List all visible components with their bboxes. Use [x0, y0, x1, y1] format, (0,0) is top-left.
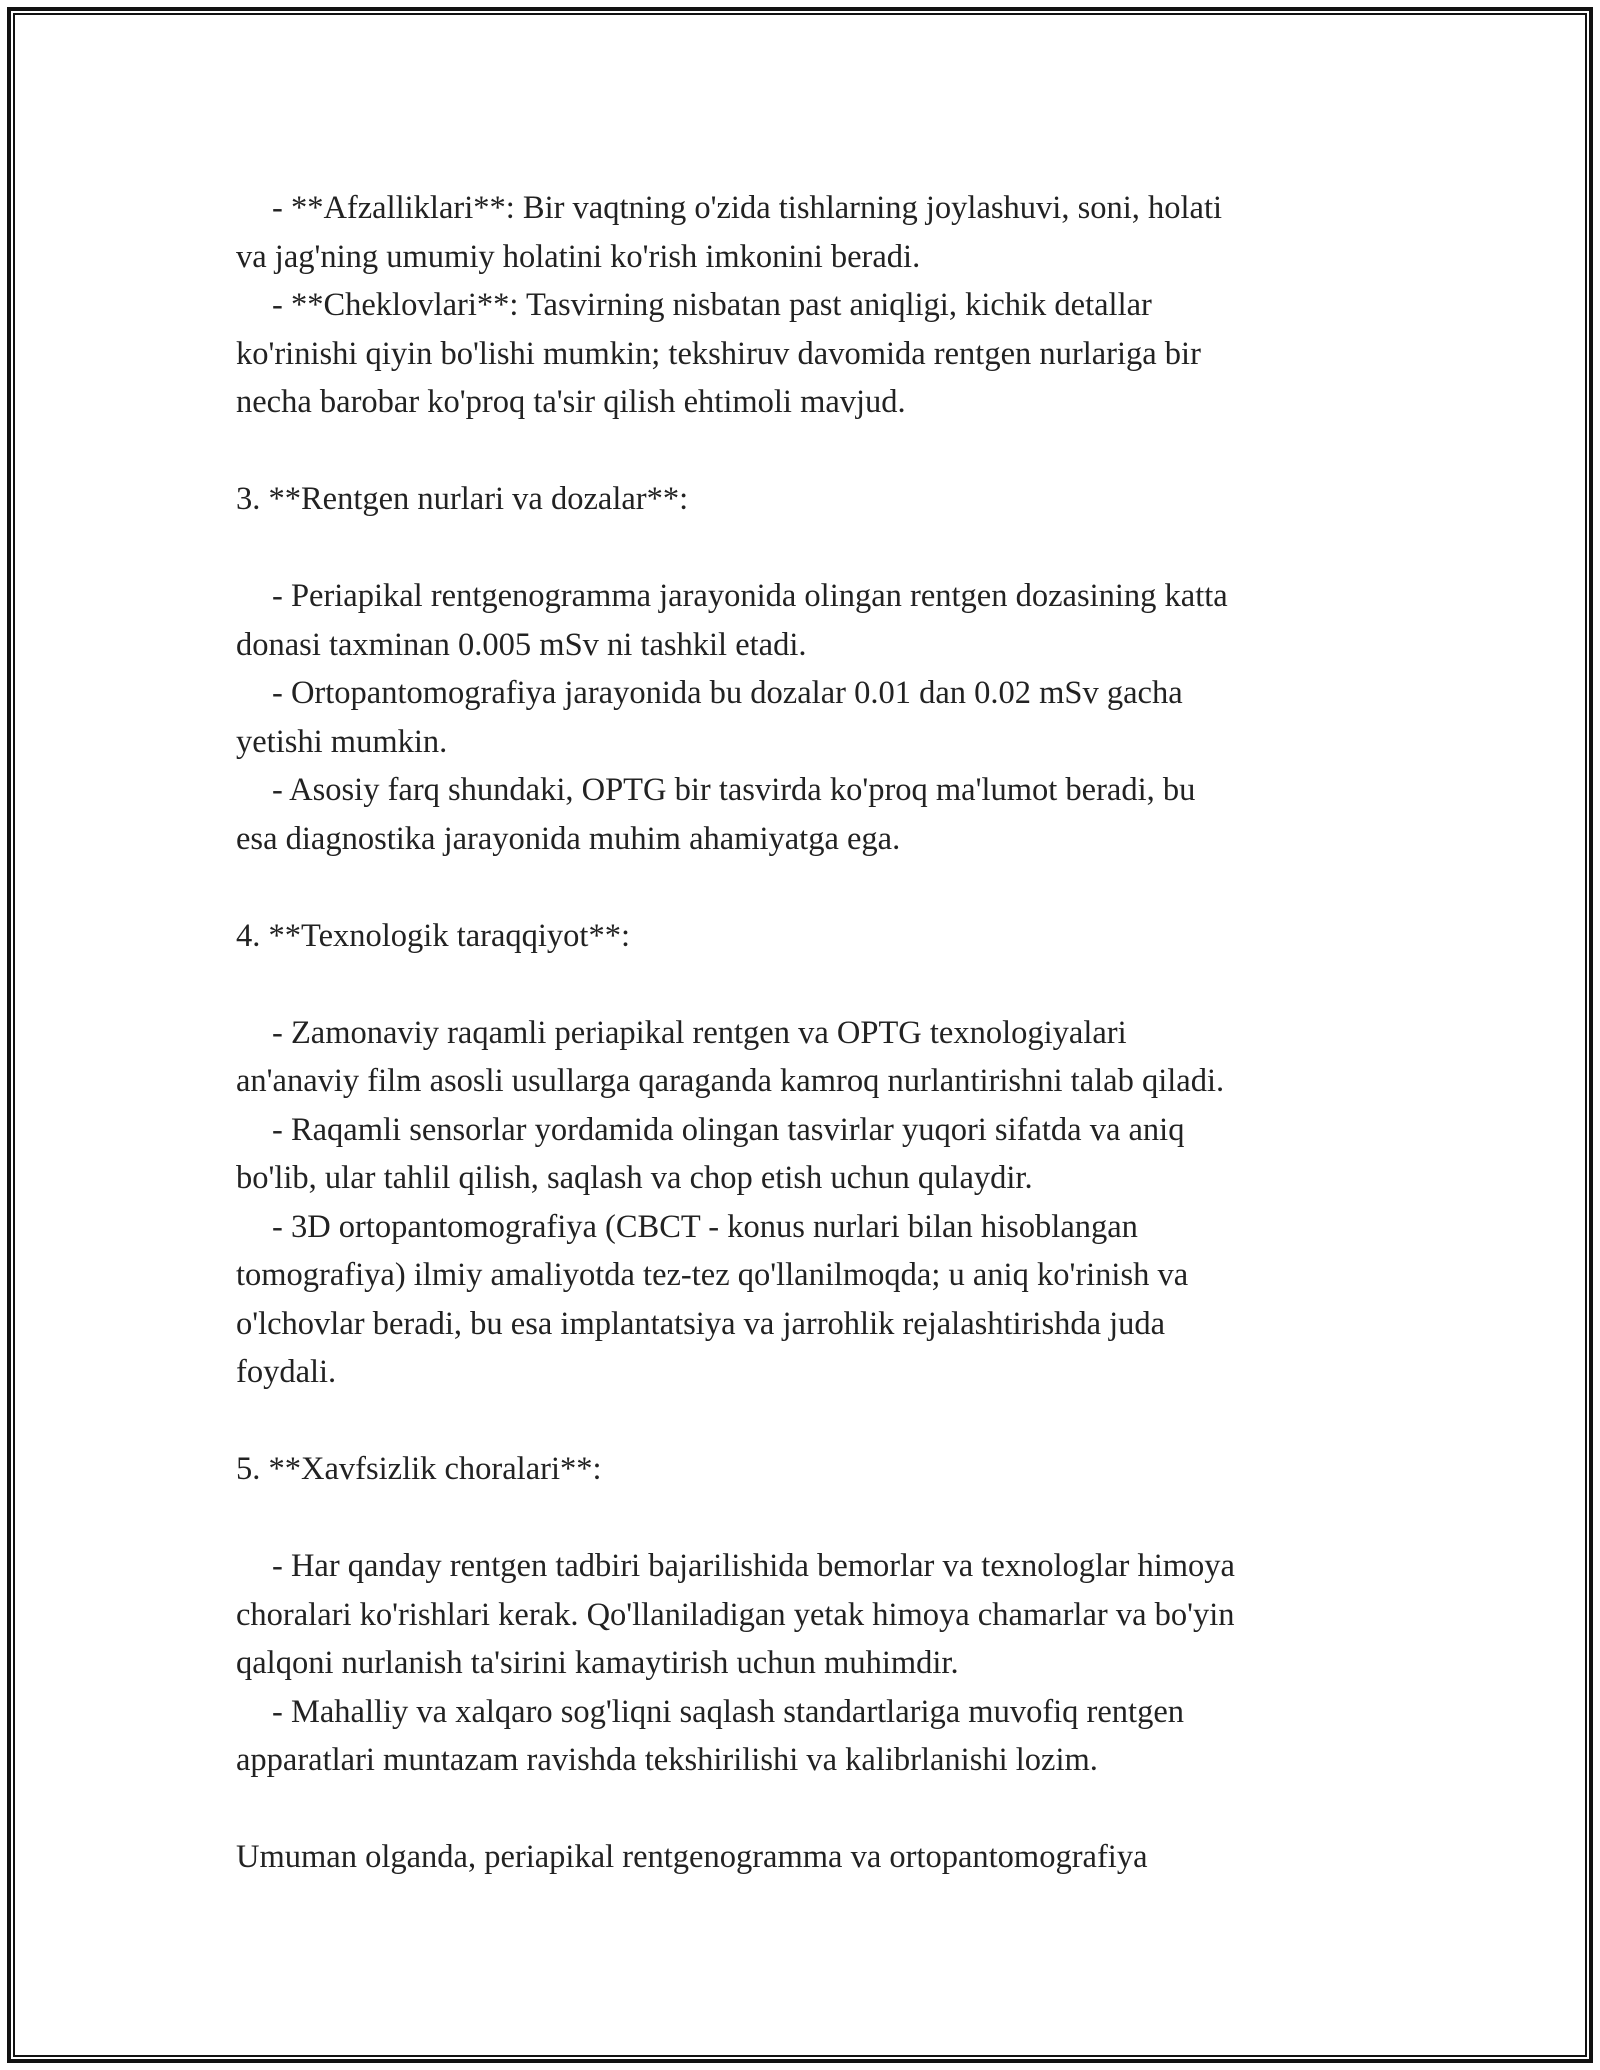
paragraph-spacer [236, 427, 1376, 476]
bullet-item [236, 1009, 1376, 1106]
text-line: foydali. [236, 1354, 337, 1390]
bullet-item [236, 1688, 1376, 1785]
text-line: - Asosiy farq shundaki, OPTG bir tasvirda ko'proq ma'lumot beradi, bu [272, 772, 1196, 808]
bullet-item [236, 669, 1376, 766]
text-line: - Raqamli sensorlar yordamida olingan tasvirlar yuqori sifatda va aniq [272, 1111, 1185, 1148]
section-heading [236, 912, 1376, 961]
text-line: o'lchovlar beradi, bu esa implantatsiya va jarrohlik rejalashtirishda juda [236, 1305, 1166, 1342]
text-line: Umuman olganda, periapikal rentgenogramma va ortopantomografiya [236, 1839, 1148, 1875]
text-line: - Har qanday rentgen tadbiri bajarilishida bemorlar va texnologlar himoya [272, 1548, 1235, 1584]
text-line: necha barobar ko'proq ta'sir qilish ehtimoli mavjud. [236, 384, 906, 420]
text-line: ko'rinishi qiyin bo'lishi mumkin; tekshiruv davomida rentgen nurlariga bir [236, 335, 1201, 372]
text-line: qalqoni nurlanish ta'sirini kamaytirish uchun muhimdir. [236, 1645, 959, 1681]
paragraph-spacer [236, 863, 1376, 912]
bullet-item [236, 1542, 1376, 1688]
text-line: tomografiya) ilmiy amaliyotda tez-tez qo'llanilmoqda; u aniq ko'rinish va [236, 1257, 1189, 1293]
bullet-item [236, 766, 1376, 863]
section-heading [236, 1445, 1376, 1494]
text-line: - Periapikal rentgenogramma jarayonida olingan rentgen dozasining katta [272, 578, 1228, 614]
text-line: bo'lib, ular tahlil qilish, saqlash va chop etish uchun qulaydir. [236, 1160, 1033, 1196]
text-line: 4. **Texnologik taraqqiyot**: [236, 917, 630, 954]
text-line: donasi taxminan 0.005 mSv ni tashkil etadi. [236, 626, 807, 663]
body-paragraph [236, 1833, 1376, 1882]
text-line: - **Afzalliklari**: Bir vaqtning o'zida tishlarning joylashuvi, soni, holati [272, 190, 1223, 226]
text-line: - Ortopantomografiya jarayonida bu dozalar 0.01 dan 0.02 mSv gacha [272, 675, 1183, 711]
bullet-item [236, 1106, 1376, 1203]
paragraph-spacer [236, 524, 1376, 573]
document-body [236, 184, 1376, 1882]
text-line: 5. **Xavfsizlik choralari**: [236, 1451, 602, 1487]
paragraph-spacer [236, 1397, 1376, 1446]
text-line: yetishi mumkin. [236, 723, 448, 760]
text-line: - **Cheklovlari**: Tasvirning nisbatan past aniqligi, kichik detallar [272, 287, 1152, 323]
text-line: choralari ko'rishlari kerak. Qo'llaniladigan yetak himoya chamarlar va bo'yin [236, 1596, 1235, 1633]
paragraph-spacer [236, 1785, 1376, 1834]
section-heading [236, 475, 1376, 524]
bullet-item [236, 281, 1376, 427]
text-line: - Mahalliy va xalqaro sog'liqni saqlash standartlariga muvofiq rentgen [272, 1693, 1184, 1730]
bullet-item [236, 572, 1376, 669]
paragraph-spacer [236, 1494, 1376, 1543]
bullet-item [236, 1203, 1376, 1397]
bullet-item [236, 184, 1376, 281]
text-line: an'anaviy film asosli usullarga qaraganda kamroq nurlantirishni talab qiladi. [236, 1063, 1225, 1099]
text-line: 3. **Rentgen nurlari va dozalar**: [236, 481, 689, 517]
text-line: apparatlari muntazam ravishda tekshirilishi va kalibrlanishi lozim. [236, 1742, 1098, 1778]
text-line: esa diagnostika jarayonida muhim ahamiyatga ega. [236, 820, 901, 857]
text-line: va jag'ning umumiy holatini ko'rish imkonini beradi. [236, 238, 921, 275]
paragraph-spacer [236, 960, 1376, 1009]
text-line: - 3D ortopantomografiya (CBCT - konus nurlari bilan hisoblangan [272, 1208, 1138, 1245]
text-line: - Zamonaviy raqamli periapikal rentgen va OPTG texnologiyalari [272, 1014, 1127, 1051]
